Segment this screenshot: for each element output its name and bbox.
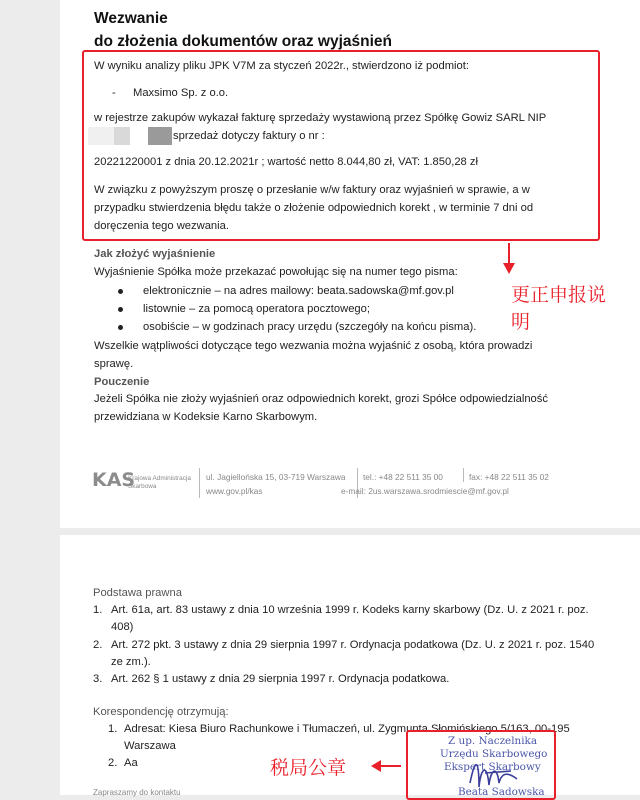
footer-fax: fax: +48 22 511 35 02 <box>469 472 549 482</box>
legal-item-cont: 408) <box>111 621 134 633</box>
footer-address: ul. Jagiellońska 15, 03-719 Warszawa <box>206 472 346 482</box>
footer-email[interactable]: e-mail: 2us.warszawa.srodmiescie@mf.gov.pl <box>341 486 509 496</box>
legal-item-num: 3. <box>93 673 103 685</box>
annotation-note-line1: 更正申报说 <box>511 284 607 306</box>
kas-logo-icon <box>92 466 136 492</box>
svg-text:KAS: KAS <box>92 469 136 491</box>
highlight-box-request <box>82 50 600 241</box>
footer-divider <box>199 468 200 498</box>
subject-dash: - <box>112 87 116 99</box>
legal-item: Art. 61a, art. 83 ustawy z dnia 10 września 1999 r. Kodeks karny skarbowy (Dz. U. z 2021 r. poz. <box>111 604 589 616</box>
logo-text-line1: Krajowa Administracja <box>128 475 191 482</box>
bullet-icon <box>118 289 123 294</box>
stamp-line2: Urzędu Skarbowego <box>440 748 548 760</box>
bullet-icon <box>118 307 123 312</box>
legal-heading: Podstawa prawna <box>93 587 182 599</box>
invoice-details: 20221220001 z dnia 20.12.2021r ; wartość netto 8.044,80 zł, VAT: 1.850,28 zł <box>94 156 478 168</box>
bullet-icon <box>118 325 123 330</box>
subject-name: Maxsimo Sp. z o.o. <box>133 87 229 99</box>
legal-item: Art. 272 pkt. 3 ustawy z dnia 29 sierpnia 1997 r. Ordynacja podatkowa (Dz. U. z 2021 r. poz. 1540 <box>111 639 595 651</box>
cut-off-text: Zapraszamy do kontaktu <box>93 788 181 797</box>
stamp-line4: Beata Sadowska <box>458 786 545 798</box>
legal-item: Art. 262 § 1 ustawy z dnia 29 sierpnia 1997 r. Ordynacja podatkowa. <box>111 673 450 685</box>
recipient-num: 2. <box>108 757 118 769</box>
pouczenie-heading: Pouczenie <box>94 376 150 388</box>
doubts-line1: Wszelkie wątpliwości dotyczące tego wezwania można wyjaśnić z osobą, która prowadzi <box>94 340 533 352</box>
down-arrow-icon <box>502 243 516 275</box>
left-arrow-icon <box>371 758 401 774</box>
pouczenie-line2: przewidziana w Kodeksie Karno Skarbowym. <box>94 411 318 423</box>
how-item: elektronicznie – na adres mailowy: beata.sadowska@mf.gov.pl <box>118 285 454 297</box>
how-item: osobiście – w godzinach pracy urzędu (szczegóły na końcu pisma). <box>118 321 476 333</box>
page-title-line1: Wezwanie <box>94 10 168 27</box>
footer-web[interactable]: www.gov.pl/kas <box>206 486 263 496</box>
request-line1: W związku z powyższym proszę o przesłanie w/w faktury oraz wyjaśnień w sprawie, a w <box>94 184 530 196</box>
stamp-line3: Ekspert Skarbowy <box>444 761 541 773</box>
highlight-box-stamp <box>406 730 556 800</box>
intro-text: W wyniku analizy pliku JPK V7M za styczeń 2022r., stwierdzono iż podmiot: <box>94 60 469 72</box>
annotation-note-line2: 明 <box>511 311 531 333</box>
how-intro: Wyjaśnienie Spółka może przekazać powołując się na numer tego pisma: <box>94 266 458 278</box>
doubts-line2: sprawę. <box>94 358 134 370</box>
kas-logo <box>92 466 136 497</box>
recipient-num: 1. <box>108 723 118 735</box>
invoice-text-line2: sprzedaż dotyczy faktury o nr : <box>173 130 325 142</box>
legal-item-num: 1. <box>93 604 103 616</box>
logo-text-line2: Skarbowa <box>128 483 157 490</box>
recipient-item: Adresat: Kiesa Biuro Rachunkowe i Tłumaczeń, ul. Zygmunta Słomińskiego 5/163, 00-195 <box>124 723 570 735</box>
legal-item-num: 2. <box>93 639 103 651</box>
annotation-stamp-label: 税局公章 <box>270 757 347 779</box>
recipient-item-cont: Warszawa <box>124 740 176 752</box>
legal-item-cont: ze zm.). <box>111 656 151 668</box>
invoice-text-line1: w rejestrze zakupów wykazał fakturę sprzedaży wystawioną przez Spółkę Gowiz SARL NIP <box>94 112 547 124</box>
footer-divider <box>463 468 464 482</box>
recipients-heading: Korespondencję otrzymują: <box>93 706 229 718</box>
pouczenie-line1: Jeżeli Spółka nie złoży wyjaśnień oraz odpowiednich korekt, grozi Spółce odpowiedzialność <box>94 393 548 405</box>
stamp-line1: Z up. Naczelnika <box>448 735 538 747</box>
page-title-line2: do złożenia dokumentów oraz wyjaśnień <box>94 33 392 50</box>
how-heading: Jak złożyć wyjaśnienie <box>94 248 216 260</box>
footer-tel: tel.: +48 22 511 35 00 <box>363 472 443 482</box>
how-item: listownie – za pomocą operatora pocztowego; <box>118 303 370 315</box>
request-line2: przypadku stwierdzenia błędu także o złożenie odpowiednich korekt , w terminie 7 dni od <box>94 202 534 214</box>
recipient-item: Aa <box>124 757 138 769</box>
request-line3: doręczenia tego wezwania. <box>94 220 229 232</box>
